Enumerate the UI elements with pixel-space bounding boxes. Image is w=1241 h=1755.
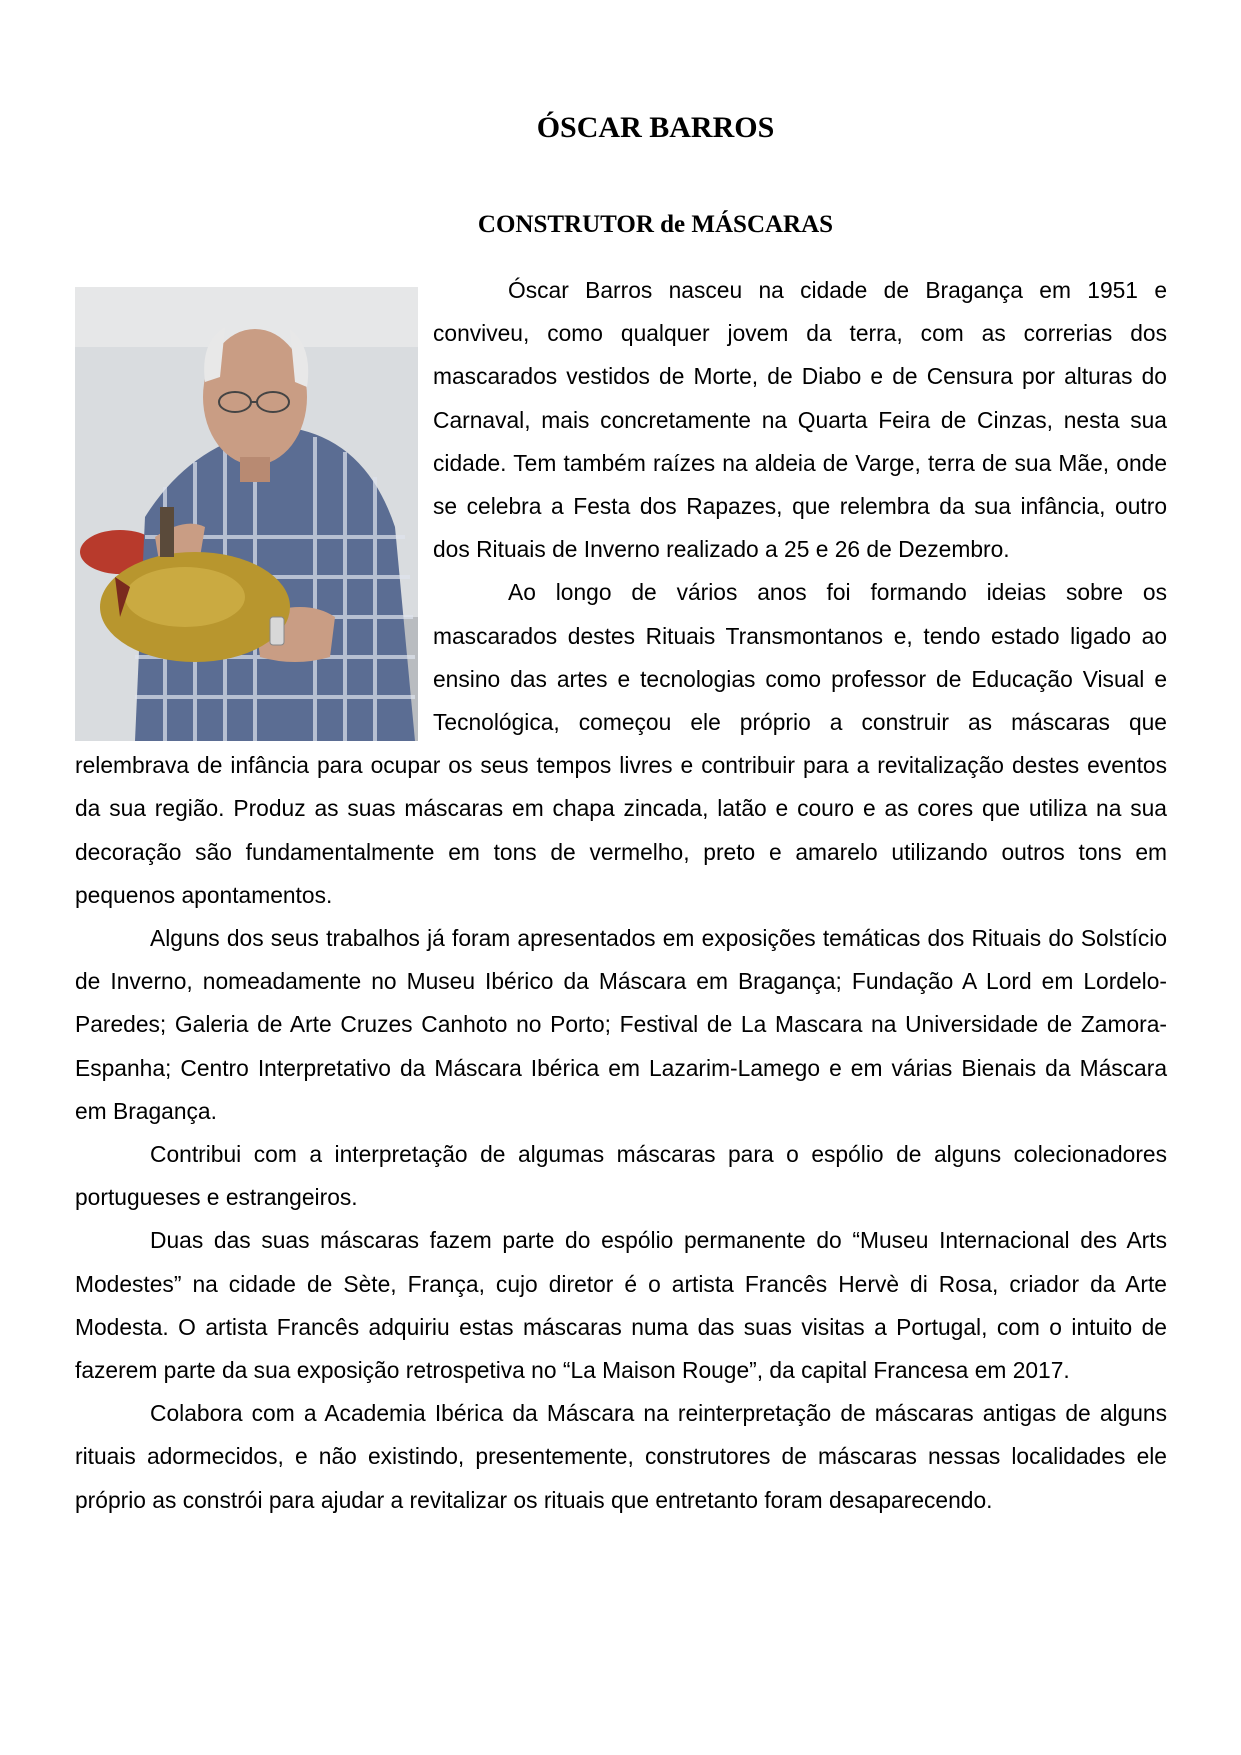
paragraph-1: Óscar Barros nasceu na cidade de Bragança em 1951 e conviveu, como qualquer jovem da terra, com as correrias dos mascarados vestidos de Morte, de Diabo e de Censura por alturas do Carnaval, mais concretamente na Quarta Feira de Cinzas, nesta sua cidade. Tem também raízes na aldeia de Varge, terra de sua Mãe, onde se celebra a Festa dos Rapazes, que relembra da sua infância, outro dos Rituais de Inverno realizado a 25 e 26 de Dezembro. — [433, 277, 1167, 563]
portrait-photo-illustration — [75, 287, 418, 741]
portrait-photo-icon — [75, 287, 418, 741]
paragraph-4: Contribui com a interpretação de algumas máscaras para o espólio de alguns colecionadores portugueses e estrangeiros. — [75, 1141, 1167, 1211]
paragraph-3: Alguns dos seus trabalhos já foram apresentados em exposições temáticas dos Rituais do Solstício de Inverno, nomeadamente no Museu Ibérico da Máscara em Bragança; Fundação A Lord em Lordelo-Paredes; Galeria de Arte Cruzes Canhoto no Porto; Festival de La Mascara na Universidade de Zamora-Espanha; Centro Interpretativo da Máscara Ibérica em Lazarim-Lamego e em várias Bienais da Máscara em Bragança. — [75, 925, 1167, 1124]
article-body — [75, 269, 1167, 1522]
page-title: ÓSCAR BARROS — [536, 111, 775, 144]
page-subtitle: CONSTRUTOR de MÁSCARAS — [477, 211, 834, 238]
paragraph-2: Ao longo de vários anos foi formando ideias sobre os mascarados destes Rituais Transmontanos e, tendo estado ligado ao ensino das artes e tecnologias como professor de Educação Visual e Tecnológica, começou ele próprio a construir as máscaras que relembrava de infância para ocupar os seus tempos livres e contribuir para a revitalização destes eventos da sua região. Produz as suas máscaras em chapa zincada, latão e couro e as cores que utiliza na sua decoração são fundamentalmente em tons de vermelho, preto e amarelo utilizando outros tons em pequenos apontamentos. — [75, 579, 1167, 908]
paragraph-5: Duas das suas máscaras fazem parte do espólio permanente do “Museu Internacional des Arts Modestes” na cidade de Sète, França, cujo diretor é o artista Francês Hervè di Rosa, criador da Arte Modesta. O artista Francês adquiriu estas máscaras numa das suas visitas a Portugal, com o intuito de fazerem parte da sua exposição retrospetiva no “La Maison Rouge”, da capital Francesa em 2017. — [75, 1227, 1167, 1384]
paragraph-6: Colabora com a Academia Ibérica da Máscara na reinterpretação de máscaras antigas de alguns rituais adormecidos, e não existindo, presentemente, construtores de máscaras nessas localidades ele próprio as constrói para ajudar a revitalizar os rituais que entretanto foram desaparecendo. — [75, 1400, 1167, 1513]
